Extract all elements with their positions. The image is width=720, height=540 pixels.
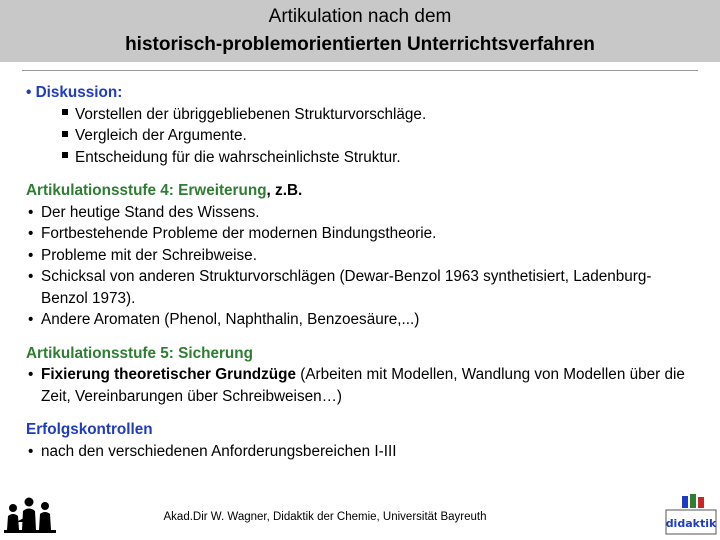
list-item-bold-text: Fixierung theoretischer Grundzüge: [41, 366, 296, 383]
footer-text: Akad.Dir W. Wagner, Didaktik der Chemie, Universität Bayreuth: [163, 511, 487, 523]
list-item-text: Der heutige Stand des Wissens.: [41, 203, 260, 221]
bullet-icon: •: [28, 225, 34, 242]
bullet-icon: •: [28, 366, 34, 383]
list-item: [26, 223, 696, 245]
erfolg-heading: Erfolgskontrollen: [26, 421, 153, 438]
list-item: [26, 202, 696, 224]
list-item: [26, 266, 696, 309]
list-item-text: Andere Aromaten (Phenol, Naphthalin, Benzoesäure,...): [41, 311, 420, 328]
square-bullet-icon: [62, 152, 68, 158]
divider: [22, 70, 698, 71]
bullet-icon: •: [28, 268, 34, 285]
square-bullet-icon: [62, 131, 68, 137]
title-line-2: historisch-problemorientierten Unterrichtsverfahren: [125, 34, 595, 55]
list-item-text: Entscheidung für die wahrscheinlichste Struktur.: [75, 148, 401, 166]
stufe5-section: [26, 343, 696, 408]
list-item-text: Fortbestehende Probleme der modernen Bindungstheorie.: [41, 225, 437, 242]
list-item-text: Schicksal von anderen Strukturvorschlägen (Dewar-Benzol 1963 synthetisiert, Ladenburg-Benzol 1973).: [41, 268, 652, 307]
list-item: [26, 104, 696, 126]
list-item-text: Vergleich der Argumente.: [75, 127, 247, 144]
list-item-text: nach den verschiedenen Anforderungsbereichen I-III: [41, 442, 397, 460]
stufe4-heading-suffix: , z.B.: [266, 182, 303, 199]
list-item: [26, 147, 696, 169]
list-item: [26, 364, 696, 407]
diskussion-heading: [26, 82, 696, 104]
list-item: [26, 441, 696, 463]
bullet-icon: •: [28, 442, 34, 460]
list-item-text: (Arbeiten mit Modellen, Wandlung von Modellen über die Zeit, Vereinbarungen über Schreibweisen…): [41, 366, 685, 405]
didaktik-logo-text: didaktik: [665, 517, 717, 530]
square-bullet-icon: [62, 109, 68, 115]
bullet-icon: •: [28, 311, 34, 328]
diskussion-section: [26, 82, 696, 168]
stufe4-heading: [26, 180, 696, 202]
list-item: [26, 245, 696, 267]
list-item-text: Probleme mit der Schreibweise.: [41, 246, 257, 264]
didaktik-logo-icon: [664, 494, 718, 536]
diskussion-bullet: •: [26, 84, 32, 101]
stufe5-heading: Artikulationsstufe 5: Sicherung: [26, 344, 253, 362]
slide-content: [26, 82, 696, 462]
bullet-icon: •: [28, 203, 34, 221]
bullet-icon: •: [28, 246, 34, 264]
title-line-1: Artikulation nach dem: [268, 6, 452, 27]
erfolg-section: [26, 419, 696, 462]
list-item: [26, 309, 696, 331]
list-item-text: Vorstellen der übriggebliebenen Strukturvorschläge.: [75, 105, 427, 123]
stufe4-section: [26, 180, 696, 331]
title-bar: [0, 0, 720, 62]
stufe4-heading-text: Artikulationsstufe 4: Erweiterung: [26, 182, 267, 199]
list-item: [26, 125, 696, 147]
diskussion-heading-text: Diskussion:: [35, 84, 123, 101]
